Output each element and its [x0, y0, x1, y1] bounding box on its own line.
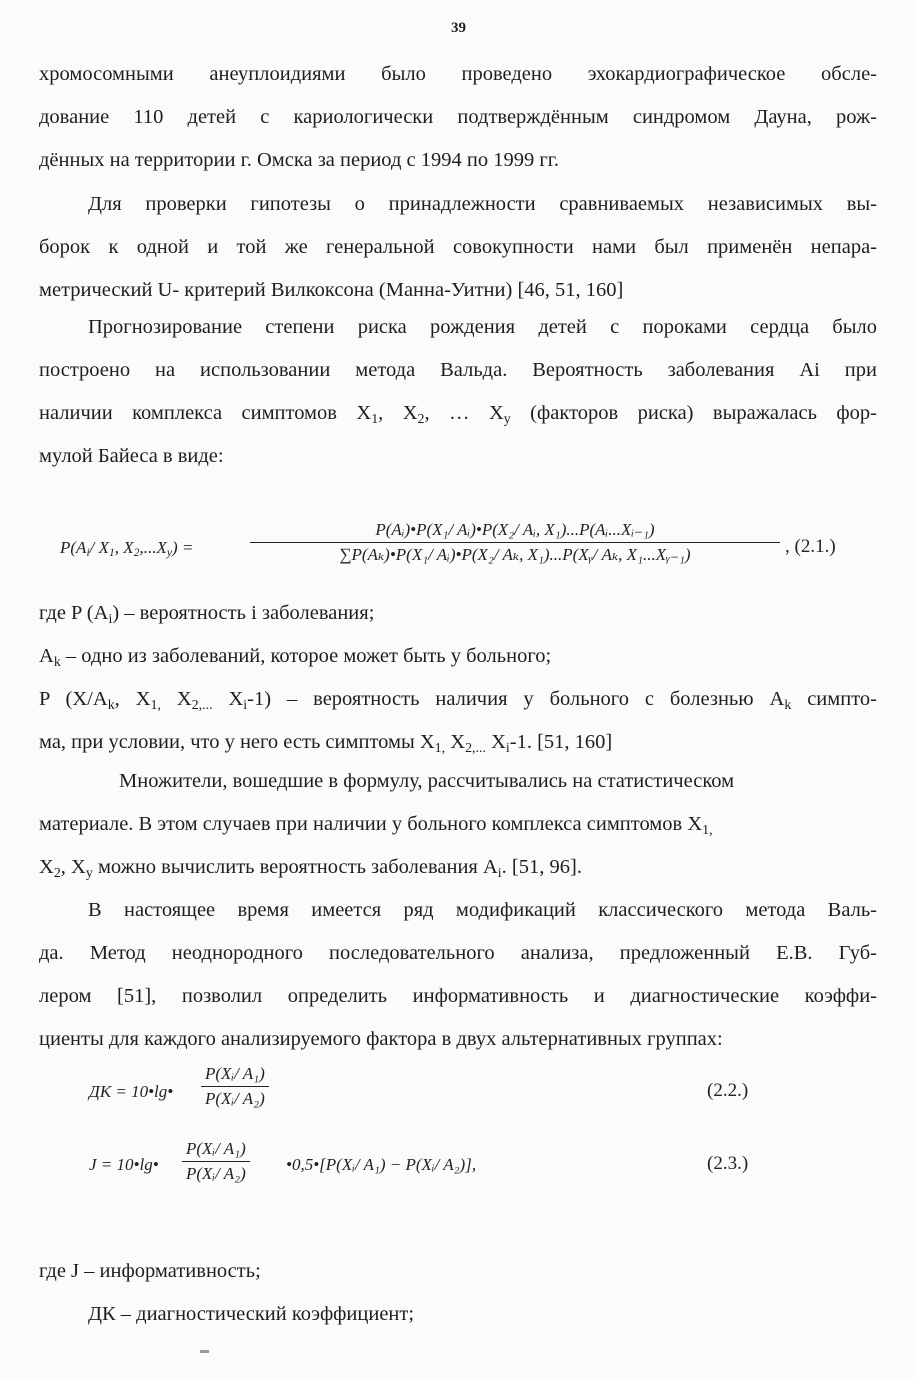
fraction-denominator: ∑P(Aₖ)•P(X₁/ Aᵢ)•P(X₂/ Aₖ, X₁)...P(Xᵧ/ Aₖ, X₁...Xᵧ₋₁) — [250, 542, 780, 565]
equation-number: , (2.1.) — [785, 536, 836, 557]
text-line: материале. В этом случаев при наличии у больного комплекса симптомов $X_{1,}$ — [39, 813, 713, 838]
fraction-numerator: P(Xᵢ/ A₁) — [186, 1139, 246, 1158]
equation-lhs: $P(A_i/$ $X_1$, $X_2,...X_y$) = — [60, 538, 194, 560]
text-line: $X_2$, $X_y$ можно вычислить вероятность заболевания $A_i$. [51, 96]. — [39, 856, 582, 881]
text-line: где P $(A_i)$ – вероятность i заболевания; — [39, 602, 375, 627]
text-line: P ($X/A_k$, $X_{1,}$ $X_{2,...}$ $X_i-1$) – вероятность наличия у больного с болезнью $A_k$ симпто- — [39, 688, 877, 713]
text-line: лером [51], позволил определить информативность и диагностические коэффи- — [39, 985, 877, 1007]
text-line: построено на использовании метода Вальда. Вероятность заболевания Ai при — [39, 359, 877, 381]
text-line: В настоящее время имеется ряд модификаций классического метода Валь- — [88, 899, 877, 921]
text-line: ма, при условии, что у него есть симптомы $X_{1,}$ $X_{2,...}$ $X_i-1$. [51, 160] — [39, 731, 613, 756]
equation-number: (2.3.) — [707, 1153, 749, 1174]
text-line: борок к одной и той же генеральной совокупности нами был применён непара- — [39, 236, 877, 258]
paragraph-5 — [39, 889, 877, 1061]
page-number: 39 — [451, 20, 466, 36]
equation-lhs: J = 10•lg• — [89, 1155, 159, 1174]
fraction-denominator: P(Xᵢ/ A₂) — [182, 1161, 250, 1184]
text-line: дование 110 детей с кариологически подтверждённым синдромом Дауна, рож- — [39, 106, 877, 128]
text-line: хромосомными анеуплоидиями было проведено эхокардиографическое обсле- — [39, 63, 877, 85]
text-line: циенты для каждого анализируемого фактора в двух альтернативных группах: — [39, 1028, 723, 1050]
equation-lhs: ДК = 10•lg• — [89, 1082, 174, 1101]
paragraph-3 — [39, 306, 877, 478]
definitions-block-1 — [39, 592, 877, 764]
fraction-numerator: P(Aᵢ)•P(X₁/ Aᵢ)•P(X₂/ Aᵢ, X₁)...P(Aᵢ...Xᵢ₋₁) — [375, 520, 655, 539]
text-line: дённых на территории г. Омска за период с 1994 по 1999 гг. — [39, 149, 559, 171]
paragraph-4 — [39, 760, 877, 889]
text-line: да. Метод неоднородного последовательного анализа, предложенный Е.В. Губ- — [39, 942, 877, 964]
fraction-numerator: P(Xᵢ/ A₁) — [205, 1064, 265, 1083]
equation-rhs: •0,5•[P(Xᵢ/ A₁) − P(Xᵢ/ A₂)], — [286, 1155, 477, 1174]
text-line: ДК – диагностический коэффициент; — [88, 1303, 415, 1325]
text-line: наличии комплекса симптомов $X_1$, $X_2$, … $X_y$ (факторов риска) выражалась фор- — [39, 402, 877, 427]
definitions-block-2 — [39, 1250, 877, 1336]
text-line: Для проверки гипотезы о принадлежности сравниваемых независимых вы- — [88, 193, 877, 215]
equation-fraction — [182, 1139, 250, 1184]
equation-fraction — [250, 520, 780, 565]
text-line: мулой Байеса в виде: — [39, 445, 224, 467]
paragraph-1 — [39, 53, 877, 182]
scan-artifact — [200, 1350, 209, 1353]
text-line: Множители, вошедшие в формулу, рассчитывались на статистическом — [119, 770, 735, 792]
text-line: где J – информативность; — [39, 1260, 261, 1282]
fraction-denominator: P(Xᵢ/ A₂) — [201, 1086, 269, 1109]
equation-number: (2.2.) — [707, 1080, 749, 1101]
paragraph-2 — [39, 183, 877, 312]
equation-fraction — [201, 1064, 269, 1109]
equation-2-3 — [89, 1139, 869, 1199]
equation-2-2 — [89, 1064, 869, 1124]
text-line: метрический U- критерий Вилкоксона (Манна-Уитни) [46, 51, 160] — [39, 279, 624, 301]
text-line: Прогнозирование степени риска рождения детей с пороками сердца было — [88, 316, 877, 338]
text-line: $A_k$ – одно из заболеваний, которое может быть у больного; — [39, 645, 552, 670]
